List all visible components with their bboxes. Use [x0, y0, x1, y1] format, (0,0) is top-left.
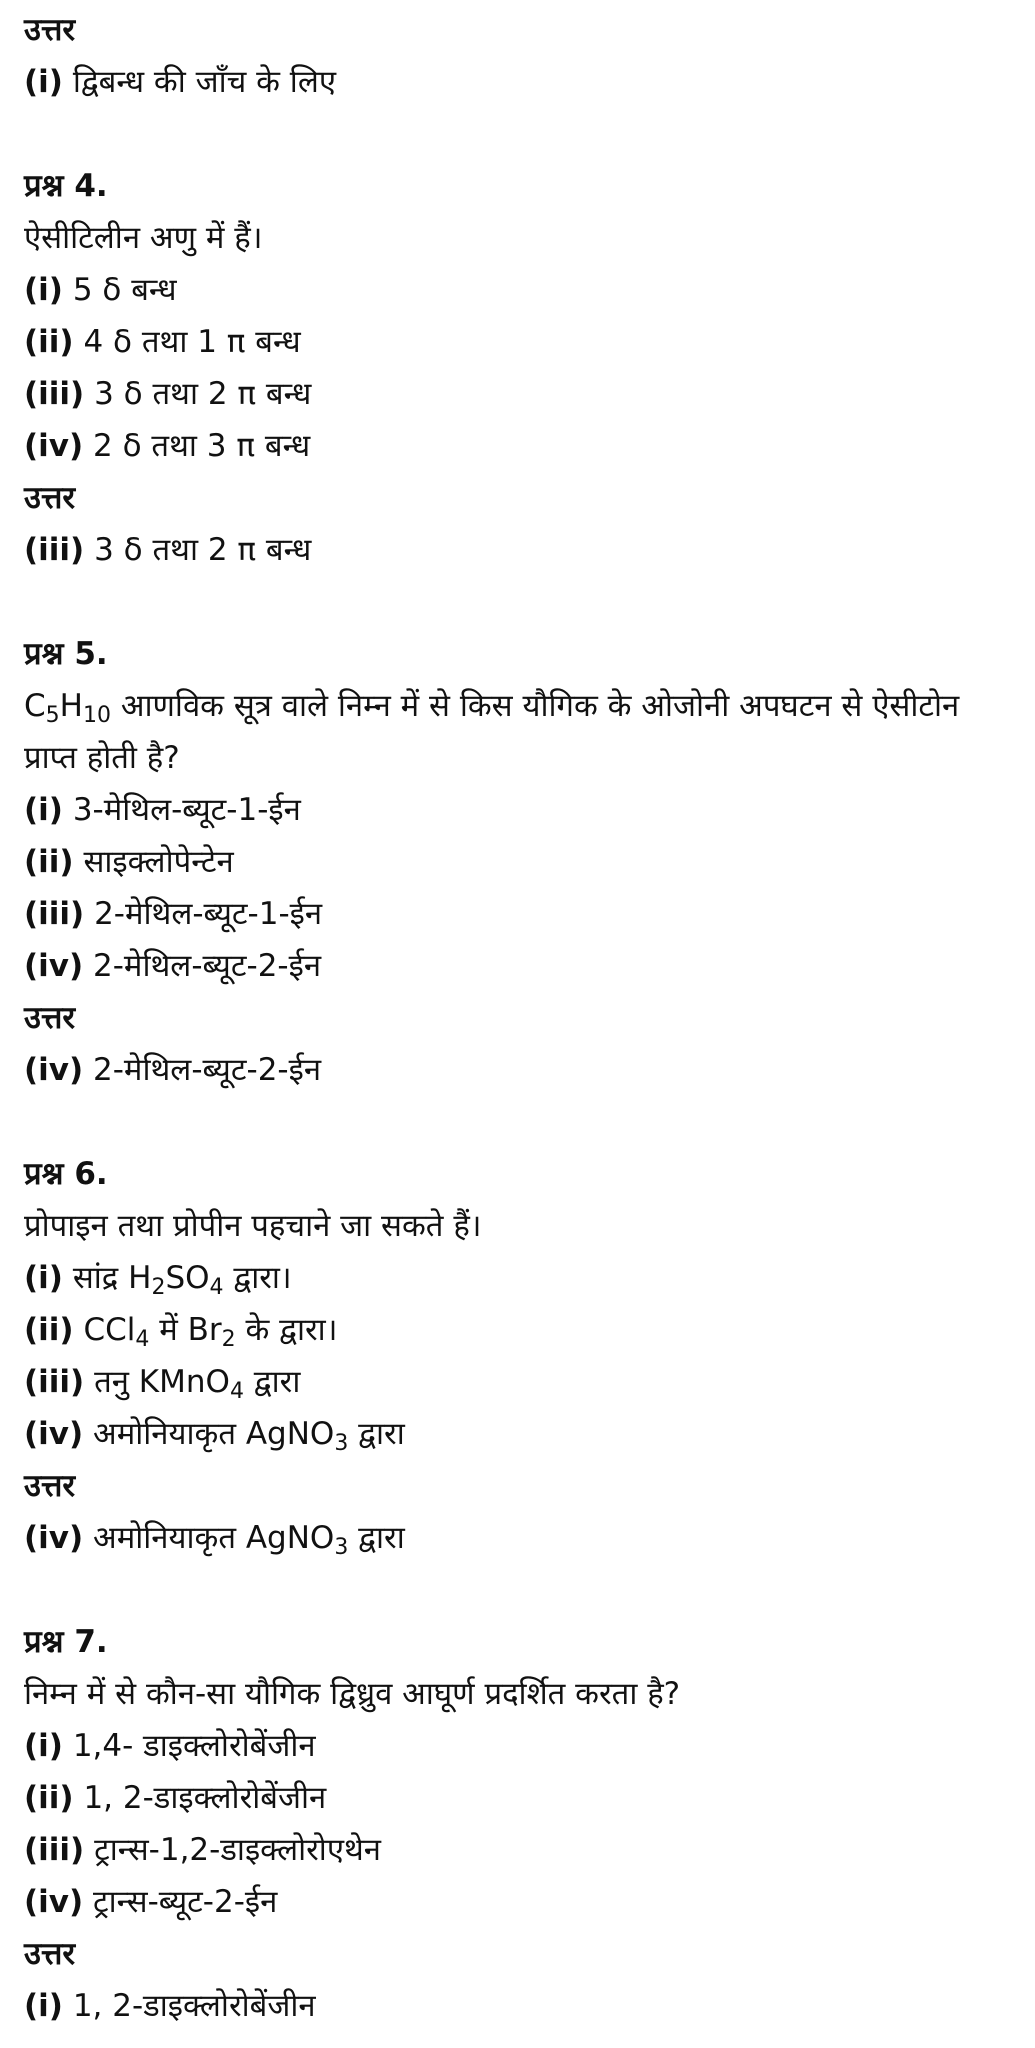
option-text: साइक्लोपेन्टेन [73, 844, 234, 880]
answer-heading: उत्तर [24, 1000, 76, 1036]
option-text: 2-मेथिल-ब्यूट-2-ईन [83, 948, 322, 984]
question-text: निम्न में से कौन-सा यौगिक द्विध्रुव आघूर्ण प्रदर्शित करता है? [24, 1676, 681, 1712]
question-text: $C_5H_{10}$ आणविक सूत्र वाले निम्न में से किस यौगिक के ओजोनी अपघटन से ऐसीटोन प्राप्त होती है? [24, 688, 960, 776]
option-text: 5 δ बन्ध [62, 272, 177, 308]
question-heading: प्रश्न 6. [24, 1156, 108, 1192]
option-label: (iii) [24, 532, 85, 568]
answer-heading: उत्तर [24, 480, 76, 516]
option-line [24, 940, 1014, 992]
option-label: (iii) [24, 1364, 85, 1400]
option-line [24, 368, 1014, 420]
option-text: ट्रान्स-1,2-डाइक्लोरोएथेन [84, 1832, 381, 1868]
option-line [24, 784, 1014, 836]
document-page [24, 4, 1014, 2032]
option-text: 2-मेथिल-ब्यूट-2-ईन [83, 1052, 322, 1088]
spacer [24, 1564, 1014, 1616]
question-heading: प्रश्न 4. [24, 168, 108, 204]
answer-line [24, 1044, 1014, 1096]
answer-line [24, 524, 1014, 576]
option-label: (iii) [24, 376, 85, 412]
option-line [24, 888, 1014, 940]
option-label: (iv) [24, 1520, 84, 1556]
answer-heading: उत्तर [24, 1936, 76, 1972]
option-line [24, 316, 1014, 368]
option-label: (iii) [24, 1832, 85, 1868]
option-line [24, 836, 1014, 888]
option-label: (i) [24, 64, 63, 100]
option-line [24, 1876, 1014, 1928]
option-text: ट्रान्स-ब्यूट-2-ईन [83, 1884, 278, 1920]
option-label: (iv) [24, 948, 84, 984]
answer-heading: उत्तर [24, 12, 76, 48]
option-text: 1, 2-डाइक्लोरोबेंजीन [73, 1780, 327, 1816]
option-label: (iv) [24, 428, 84, 464]
option-text: 2-मेथिल-ब्यूट-1-ईन [84, 896, 323, 932]
option-label: (iii) [24, 896, 85, 932]
answer-line: (iv) अमोनियाकृत AgNO$_3$ द्वारा [24, 1520, 405, 1560]
option-text: द्विबन्ध की जाँच के लिए [62, 64, 336, 100]
option-text: 1, 2-डाइक्लोरोबेंजीन [62, 1988, 316, 2024]
option-line: (i) सांद्र $H_2SO_4$ द्वारा। [24, 1260, 292, 1300]
option-label: (i) [24, 272, 63, 308]
spacer [24, 576, 1014, 628]
question-heading: प्रश्न 7. [24, 1624, 108, 1660]
option-label: (i) [24, 792, 63, 828]
option-label: (i) [24, 1988, 63, 2024]
option-text: 3 δ तथा 2 π बन्ध [84, 376, 312, 412]
option-line: (iii) तनु KMnO$_4$ द्वारा [24, 1364, 301, 1404]
question-text: प्रोपाइन तथा प्रोपीन पहचाने जा सकते हैं। [24, 1208, 482, 1244]
option-line [24, 1720, 1014, 1772]
option-line [24, 420, 1014, 472]
option-label: (i) [24, 1728, 63, 1764]
question-text: ऐसीटिलीन अणु में हैं। [24, 220, 263, 256]
option-text: 4 δ तथा 1 π बन्ध [73, 324, 301, 360]
answer-line [24, 1980, 1014, 2032]
option-label: (iv) [24, 1052, 84, 1088]
option-label: (iv) [24, 1416, 84, 1452]
option-label: (i) [24, 1260, 63, 1296]
option-label: (ii) [24, 1312, 74, 1348]
spacer [24, 1096, 1014, 1148]
option-line: (iv) अमोनियाकृत AgNO$_3$ द्वारा [24, 1416, 405, 1456]
option-line: (ii) CCl$_4$ में $Br_2$ के द्वारा। [24, 1312, 338, 1352]
option-label: (ii) [24, 844, 74, 880]
spacer [24, 108, 1014, 160]
option-label: (ii) [24, 1780, 74, 1816]
option-line [24, 1824, 1014, 1876]
option-text: 1,4- डाइक्लोरोबेंजीन [62, 1728, 316, 1764]
option-text: 3-मेथिल-ब्यूट-1-ईन [62, 792, 301, 828]
option-line [24, 1772, 1014, 1824]
option-line [24, 264, 1014, 316]
answer-heading: उत्तर [24, 1468, 76, 1504]
option-label: (iv) [24, 1884, 84, 1920]
option-label: (ii) [24, 324, 74, 360]
option-text: 2 δ तथा 3 π बन्ध [83, 428, 311, 464]
question-heading: प्रश्न 5. [24, 636, 108, 672]
option-text: 3 δ तथा 2 π बन्ध [84, 532, 312, 568]
answer-line [24, 56, 1014, 108]
